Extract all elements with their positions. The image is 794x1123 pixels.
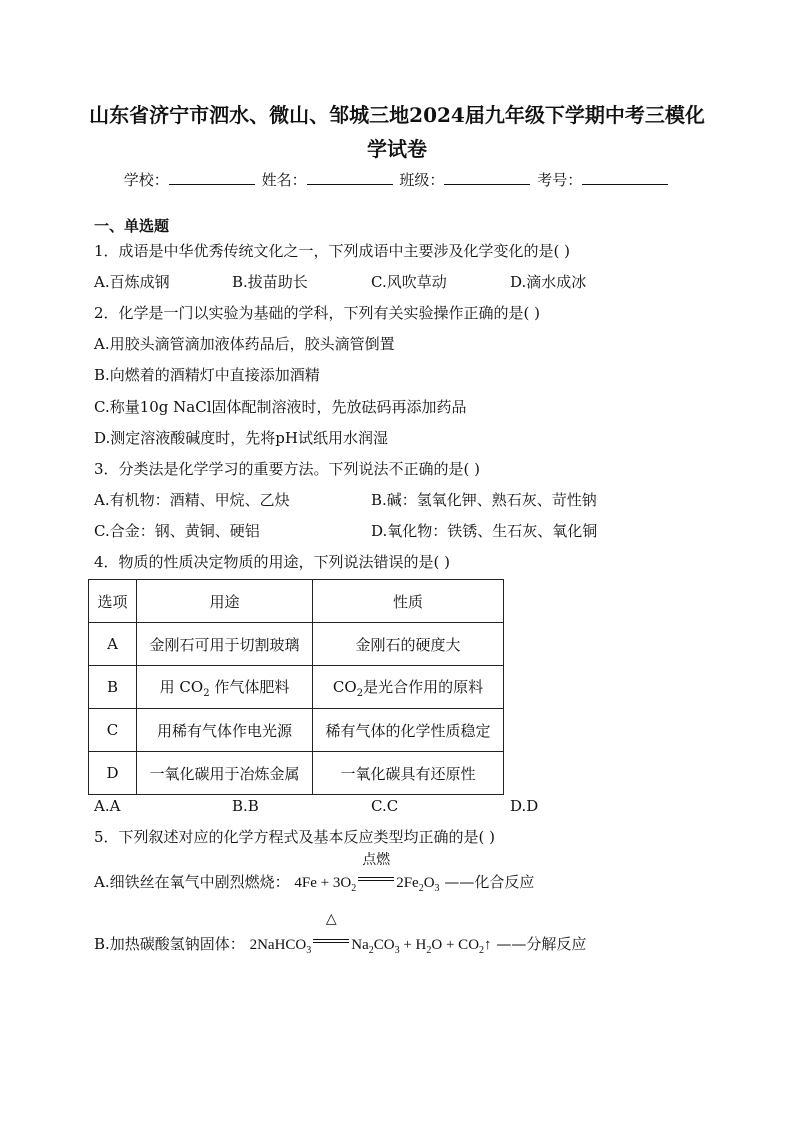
- table-cell-option: C: [89, 709, 137, 752]
- q1-stem: 1．成语是中华优秀传统文化之一，下列成语中主要涉及化学变化的是( ): [94, 242, 571, 260]
- table-header-row: [89, 580, 504, 623]
- double-line: [358, 877, 394, 881]
- exam-number-label: 考号：: [537, 171, 583, 189]
- q4-option-a[interactable]: A.A: [94, 797, 121, 815]
- q4-table: [88, 579, 504, 795]
- table-row: [89, 666, 504, 709]
- property-subscript: 2: [356, 687, 364, 699]
- q3-option-d[interactable]: D.氧化物：铁锈、生石灰、氧化铜: [371, 522, 598, 540]
- use-text: 一氧化碳用于冶炼金属: [149, 764, 300, 783]
- q4-option-c[interactable]: C.C: [371, 797, 399, 815]
- section-heading: 一、单选题: [94, 217, 170, 235]
- q1-option-b[interactable]: B.拔苗助长: [232, 273, 308, 291]
- table-cell-property: [313, 666, 504, 709]
- property-text-post: 是光合作用的原料: [363, 677, 484, 696]
- table-cell-option: D: [89, 752, 137, 795]
- table-cell-option: A: [89, 623, 137, 666]
- table-header-use: 用途: [137, 580, 313, 623]
- q5-stem: 5．下列叙述对应的化学方程式及基本反应类型均正确的是( ): [94, 828, 496, 846]
- table-cell-property: [313, 709, 504, 752]
- exam-number-blank[interactable]: [582, 170, 668, 185]
- q2-option-d[interactable]: D.测定溶液酸碱度时，先将pH试纸用水润湿: [94, 429, 388, 447]
- property-text: 一氧化碳具有还原性: [340, 764, 476, 783]
- q5-option-a-label: A.细铁丝在氧气中剧烈燃烧：: [94, 873, 290, 891]
- q2-option-c[interactable]: C.称量10g NaCl固体配制溶液时，先放砝码再添加药品: [94, 398, 467, 416]
- class-blank[interactable]: [444, 170, 530, 185]
- table-cell-use: [137, 709, 313, 752]
- class-label: 班级：: [399, 171, 445, 189]
- title-line-1: 山东省济宁市泗水、微山、邹城三地2024届九年级下学期中考三模化: [89, 103, 705, 127]
- title-line-2: 学试卷: [367, 137, 427, 161]
- q3-option-b[interactable]: B.碱：氢氧化钾、熟石灰、苛性钠: [371, 491, 597, 509]
- table-cell-use: [137, 666, 313, 709]
- name-label: 姓名：: [261, 171, 307, 189]
- q5-option-a[interactable]: [94, 853, 535, 894]
- table-cell-property: [313, 752, 504, 795]
- use-text: 用稀有气体作电光源: [156, 721, 292, 740]
- double-line: [313, 939, 349, 943]
- q4-option-b[interactable]: B.B: [232, 797, 259, 815]
- student-info-row: [0, 169, 794, 190]
- condition-text: △: [325, 912, 337, 927]
- q5-option-b-label: B.加热碳酸氢钠固体：: [94, 935, 245, 953]
- reaction-condition-heat: [311, 912, 351, 949]
- property-text: 金刚石的硬度大: [355, 635, 461, 654]
- use-text: 金刚石可用于切割玻璃: [149, 635, 300, 654]
- q4-stem: 4．物质的性质决定物质的用途，下列说法错误的是( ): [94, 553, 451, 571]
- q5-option-b-equation: 2NaHCO$_3$ △ $Na_2CO_3 + H_2O$ + $CO_2↑$: [249, 912, 492, 956]
- table-header-property: 性质: [313, 580, 504, 623]
- table-cell-option: B: [89, 666, 137, 709]
- name-blank[interactable]: [307, 170, 393, 185]
- property-text-pre: CO: [332, 677, 357, 696]
- q2-option-b[interactable]: B.向燃着的酒精灯中直接添加酒精: [94, 366, 320, 384]
- q5-option-b[interactable]: [94, 912, 587, 956]
- use-text-post: 作气体肥料: [209, 677, 290, 696]
- table-cell-property: [313, 623, 504, 666]
- q3-stem: 3．分类法是化学学习的重要方法。下列说法不正确的是( ): [94, 460, 481, 478]
- school-label: 学校：: [123, 171, 169, 189]
- q5-option-a-type: ——化合反应: [444, 873, 535, 891]
- q2-stem: 2．化学是一门以实验为基础的学科，下列有关实验操作正确的是( ): [94, 304, 541, 322]
- school-blank[interactable]: [169, 170, 255, 185]
- q1-option-a[interactable]: A.百炼成钢: [94, 273, 170, 291]
- use-text-pre: 用 CO: [159, 677, 204, 696]
- table-row: [89, 752, 504, 795]
- table-cell-use: [137, 752, 313, 795]
- q3-option-c[interactable]: C.合金：钢、黄铜、硬铝: [94, 522, 260, 540]
- q5-option-a-equation: $4Fe + 3O_2$ 点燃 $2Fe_2O_3$: [294, 875, 439, 891]
- table-row: [89, 709, 504, 752]
- table-row: [89, 623, 504, 666]
- table-cell-use: [137, 623, 313, 666]
- q1-option-d[interactable]: D.滴水成冰: [510, 273, 587, 291]
- q1-option-c[interactable]: C.风吹草动: [371, 273, 447, 291]
- property-text: 稀有气体的化学性质稳定: [325, 721, 491, 740]
- q3-option-a[interactable]: A.有机物：酒精、甲烷、乙炔: [94, 491, 290, 509]
- q5-option-b-type: ——分解反应: [496, 935, 587, 953]
- q4-option-d[interactable]: D.D: [510, 797, 539, 815]
- use-subscript: 2: [203, 687, 210, 699]
- table-header-option: 选项: [89, 580, 137, 623]
- q2-option-a[interactable]: A.用胶头滴管滴加液体药品后，胶头滴管倒置: [94, 335, 395, 353]
- condition-text: 点燃: [362, 853, 391, 868]
- reaction-condition-ignite: [356, 853, 396, 887]
- exam-title: [60, 98, 734, 166]
